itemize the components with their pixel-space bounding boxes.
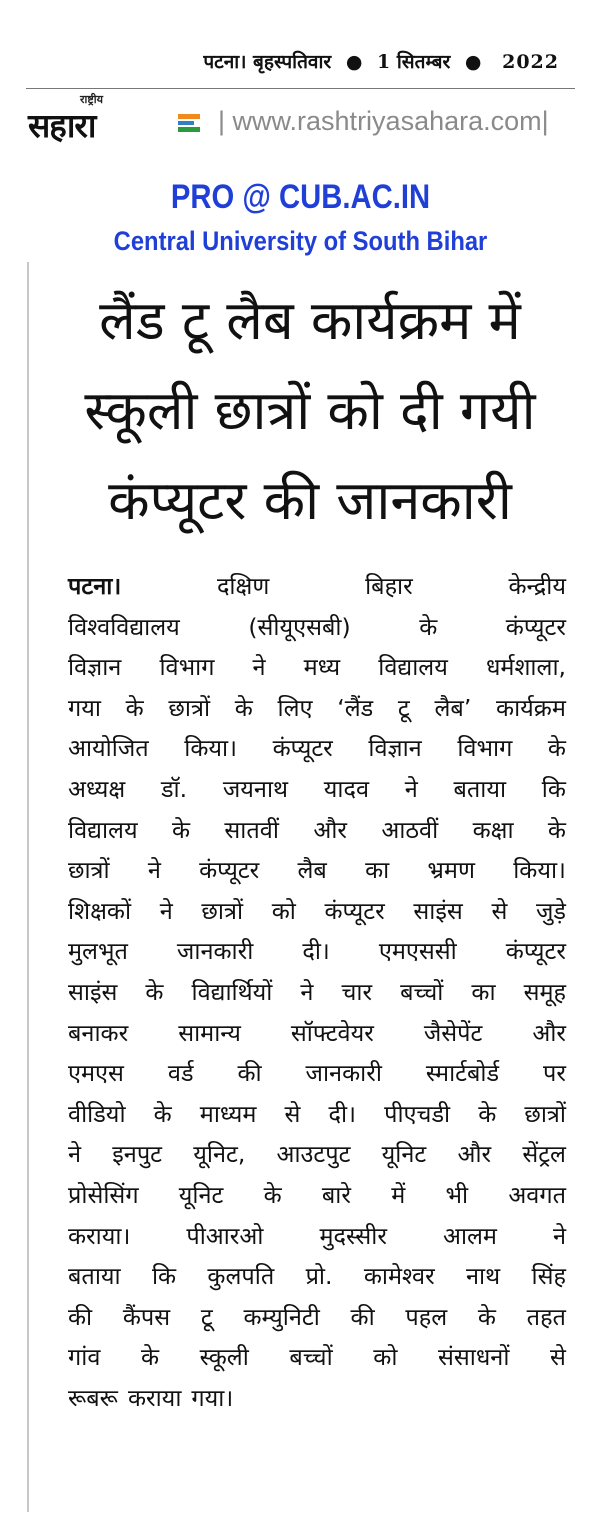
article-word: आयोजित bbox=[68, 734, 149, 763]
article-line bbox=[68, 688, 566, 729]
article-word: भ्रमण bbox=[427, 856, 475, 885]
article-word: नाथ bbox=[466, 1262, 501, 1291]
article-word: कैंपस bbox=[122, 1302, 171, 1331]
article-word: गांव bbox=[68, 1343, 101, 1372]
newspaper-logo: सहारा bbox=[28, 106, 96, 145]
article-word: को bbox=[373, 1343, 398, 1372]
article-word: के bbox=[263, 1180, 282, 1209]
university-credit: Central University of South Bihar bbox=[113, 226, 488, 256]
article-word: दक्षिण bbox=[216, 572, 270, 600]
article-word: और bbox=[532, 1018, 566, 1047]
article-line bbox=[68, 1134, 566, 1175]
article-line bbox=[68, 850, 566, 891]
article-word: कुलपति bbox=[207, 1262, 275, 1291]
website-url-text: www.rashtriyasahara.com bbox=[232, 106, 542, 136]
logo-tagline: राष्ट्रीय bbox=[80, 93, 104, 106]
article-word: ने bbox=[147, 856, 161, 885]
dateline-separator-2: ● bbox=[464, 51, 482, 73]
article-word: दी। bbox=[328, 1099, 357, 1128]
article-word: और bbox=[457, 1140, 492, 1169]
article-word: की bbox=[237, 1059, 262, 1088]
article-word: संसाधनों bbox=[438, 1343, 510, 1372]
article-body bbox=[68, 566, 566, 1418]
article-word: पर bbox=[543, 1059, 566, 1088]
article-line bbox=[68, 769, 566, 810]
article-line bbox=[68, 1378, 566, 1419]
article-word: चार bbox=[341, 977, 373, 1006]
article-word: कि bbox=[541, 774, 566, 803]
article-word: प्रोसेसिंग bbox=[68, 1180, 139, 1209]
article-word: सातवीं bbox=[224, 815, 279, 844]
article-line bbox=[68, 566, 566, 607]
article-headline bbox=[40, 276, 580, 546]
article-word: के bbox=[153, 1099, 172, 1128]
article-word: सामान्य bbox=[178, 1018, 241, 1047]
article-word: विद्यालय bbox=[378, 653, 448, 682]
article-word: स्मार्टबोर्ड bbox=[425, 1059, 500, 1088]
article-word: कंप्यूटर bbox=[199, 856, 260, 885]
header-divider bbox=[26, 88, 575, 89]
article-word: बताया bbox=[453, 774, 507, 803]
article-word: ‘लैंड bbox=[337, 693, 374, 722]
article-word: जानकारी bbox=[176, 937, 254, 966]
article-word: से bbox=[550, 1343, 566, 1372]
article-word: ने bbox=[252, 653, 266, 682]
article-word: यूनिट, bbox=[193, 1140, 246, 1169]
dateline-separator-1: ● bbox=[345, 51, 363, 73]
article-word: इनपुट bbox=[112, 1140, 163, 1169]
article-line bbox=[68, 1216, 566, 1257]
article-word: मध्य bbox=[303, 653, 341, 682]
pro-email-credit: PRO @ CUB.AC.IN bbox=[170, 178, 431, 216]
article-word: प्रो. bbox=[305, 1262, 333, 1291]
article-line bbox=[68, 931, 566, 972]
article-word: छात्रों bbox=[68, 856, 110, 885]
article-word: से bbox=[491, 896, 508, 925]
article-line bbox=[68, 810, 566, 851]
article-word: रूबरू bbox=[68, 1383, 118, 1412]
article-word: सेंट्रल bbox=[522, 1140, 566, 1169]
article-word: धर्मशाला, bbox=[485, 653, 566, 682]
article-word: लिए bbox=[277, 693, 313, 722]
website-url bbox=[218, 106, 549, 137]
article-word: सॉफ्टवेयर bbox=[290, 1018, 374, 1047]
article-word: विद्यालय bbox=[68, 815, 138, 844]
article-word: पहल bbox=[405, 1302, 448, 1331]
article-word: छात्रों bbox=[168, 693, 211, 722]
headline-line: कंप्यूटर की जानकारी bbox=[108, 469, 512, 532]
article-word: जुड़े bbox=[535, 896, 566, 925]
article-word: (सीयूएसबी) bbox=[248, 612, 351, 641]
article-word: आलम bbox=[442, 1221, 497, 1250]
article-word: गया। bbox=[191, 1383, 234, 1412]
article-word: के bbox=[125, 693, 144, 722]
article-word: विद्यार्थियों bbox=[191, 977, 273, 1006]
article-word: के bbox=[171, 815, 191, 844]
article-word: गया bbox=[68, 693, 101, 722]
article-word: साइंस bbox=[68, 977, 118, 1006]
dateline-date: 1 सितम्बर bbox=[377, 51, 451, 73]
article-word: आउटपुट bbox=[276, 1140, 351, 1169]
article-line bbox=[68, 1297, 566, 1338]
article-word: के bbox=[477, 1302, 496, 1331]
article-word: यादव bbox=[323, 774, 370, 803]
article-word: के bbox=[547, 815, 566, 844]
article-line bbox=[68, 728, 566, 769]
article-word: वीडियो bbox=[68, 1099, 126, 1128]
article-word: की bbox=[68, 1302, 93, 1331]
article-word: विज्ञान bbox=[68, 653, 122, 682]
article-word: जैसेपेंट bbox=[423, 1018, 483, 1047]
article-word: यूनिट bbox=[178, 1180, 224, 1209]
article-word: से bbox=[284, 1099, 301, 1128]
article-word: आठवीं bbox=[381, 815, 439, 844]
article-line bbox=[68, 1175, 566, 1216]
article-word: कम्युनिटी bbox=[243, 1302, 320, 1331]
article-word: के bbox=[145, 977, 164, 1006]
article-word: टू bbox=[200, 1302, 213, 1331]
article-word: किया। bbox=[513, 856, 566, 885]
article-word: बच्चों bbox=[289, 1343, 333, 1372]
article-word: कि bbox=[151, 1262, 177, 1291]
column-rule bbox=[27, 262, 29, 1512]
article-line bbox=[68, 1094, 566, 1135]
article-word: के bbox=[547, 734, 566, 763]
article-word: लैब bbox=[297, 856, 327, 885]
article-word: कामेश्वर bbox=[363, 1262, 435, 1291]
article-word: साइंस bbox=[413, 896, 463, 925]
article-line bbox=[68, 1053, 566, 1094]
article-word: बिहार bbox=[365, 572, 413, 600]
article-word: ने bbox=[404, 774, 418, 803]
article-word: एमएससी bbox=[378, 937, 457, 966]
dateline-city: पटना। bbox=[203, 51, 247, 73]
article-word: के bbox=[140, 1343, 160, 1372]
article-word: पीएचडी bbox=[384, 1099, 451, 1128]
dateline-year: 2022 bbox=[502, 51, 559, 73]
headline-line: स्कूली छात्रों को दी गयी bbox=[84, 379, 536, 442]
article-word: बच्चों bbox=[400, 977, 444, 1006]
dateline bbox=[203, 48, 559, 74]
article-line bbox=[68, 607, 566, 648]
article-word: पीआरओ bbox=[186, 1221, 264, 1250]
article-word: के bbox=[234, 693, 253, 722]
article-word: तहत bbox=[526, 1302, 566, 1331]
article-word: कक्षा bbox=[472, 815, 514, 844]
article-word: ने bbox=[68, 1140, 82, 1169]
article-word: एमएस bbox=[68, 1059, 124, 1088]
article-word: मुदस्सीर bbox=[319, 1221, 387, 1250]
article-word: सिंह bbox=[531, 1262, 566, 1291]
article-line bbox=[68, 891, 566, 932]
article-word: ने bbox=[300, 977, 314, 1006]
article-line bbox=[68, 1256, 566, 1297]
article-word: और bbox=[313, 815, 347, 844]
article-word: केन्द्रीय bbox=[508, 572, 566, 600]
article-word: को bbox=[271, 896, 296, 925]
article-word: स्कूली bbox=[199, 1343, 249, 1372]
article-dateline: पटना। bbox=[68, 572, 122, 600]
url-separator-right: | bbox=[541, 106, 549, 136]
article-word: शिक्षकों bbox=[68, 896, 132, 925]
article-word: माध्यम bbox=[199, 1099, 257, 1128]
article-word: विश्वविद्यालय bbox=[68, 612, 180, 641]
headline-line: लैंड टू लैब कार्यक्रम में bbox=[99, 289, 521, 352]
article-word: मुलभूत bbox=[68, 937, 128, 966]
article-word: किया। bbox=[184, 734, 237, 763]
article-word: के bbox=[478, 1099, 497, 1128]
article-word: वर्ड bbox=[167, 1059, 194, 1088]
article-word: लैब’ bbox=[434, 693, 472, 722]
article-word: छात्रों bbox=[201, 896, 244, 925]
article-line bbox=[68, 1337, 566, 1378]
article-word: का bbox=[471, 977, 496, 1006]
article-word: टू bbox=[397, 693, 410, 722]
article-word: के bbox=[419, 612, 438, 641]
article-word: जानकारी bbox=[305, 1059, 382, 1088]
article-word: कंप्यूटर bbox=[324, 896, 385, 925]
article-word: यूनिट bbox=[381, 1140, 427, 1169]
tricolor-flag-icon bbox=[178, 114, 200, 132]
article-word: की bbox=[350, 1302, 375, 1331]
article-word: बारे bbox=[321, 1180, 351, 1209]
article-word: कराया bbox=[127, 1383, 182, 1412]
article-word: समूह bbox=[523, 977, 566, 1006]
article-word: छात्रों bbox=[524, 1099, 566, 1128]
article-word: विज्ञान bbox=[368, 734, 422, 763]
article-word: बताया bbox=[68, 1262, 121, 1291]
article-word: ने bbox=[552, 1221, 566, 1250]
article-word: डॉ. bbox=[160, 774, 188, 803]
article-word: विभाग bbox=[457, 734, 513, 763]
article-line bbox=[68, 647, 566, 688]
article-word: अवगत bbox=[508, 1180, 566, 1209]
article-line bbox=[68, 1013, 566, 1054]
article-word: दी। bbox=[302, 937, 330, 966]
article-word: अध्यक्ष bbox=[68, 774, 126, 803]
article-word: भी bbox=[445, 1180, 469, 1209]
url-separator-left: | bbox=[218, 106, 226, 136]
article-word: जयनाथ bbox=[222, 774, 289, 803]
article-line bbox=[68, 972, 566, 1013]
article-word: कराया। bbox=[68, 1221, 131, 1250]
masthead bbox=[28, 92, 588, 144]
article-word: में bbox=[391, 1180, 406, 1209]
article-word: कंप्यूटर bbox=[505, 612, 566, 641]
article-word: का bbox=[365, 856, 390, 885]
article-word: ने bbox=[159, 896, 173, 925]
dateline-day: बृहस्पतिवार bbox=[253, 51, 332, 73]
article-word: कंप्यूटर bbox=[505, 937, 566, 966]
article-word: कंप्यूटर bbox=[272, 734, 333, 763]
article-word: कार्यक्रम bbox=[496, 693, 566, 722]
article-word: बनाकर bbox=[68, 1018, 129, 1047]
article-word: विभाग bbox=[159, 653, 215, 682]
